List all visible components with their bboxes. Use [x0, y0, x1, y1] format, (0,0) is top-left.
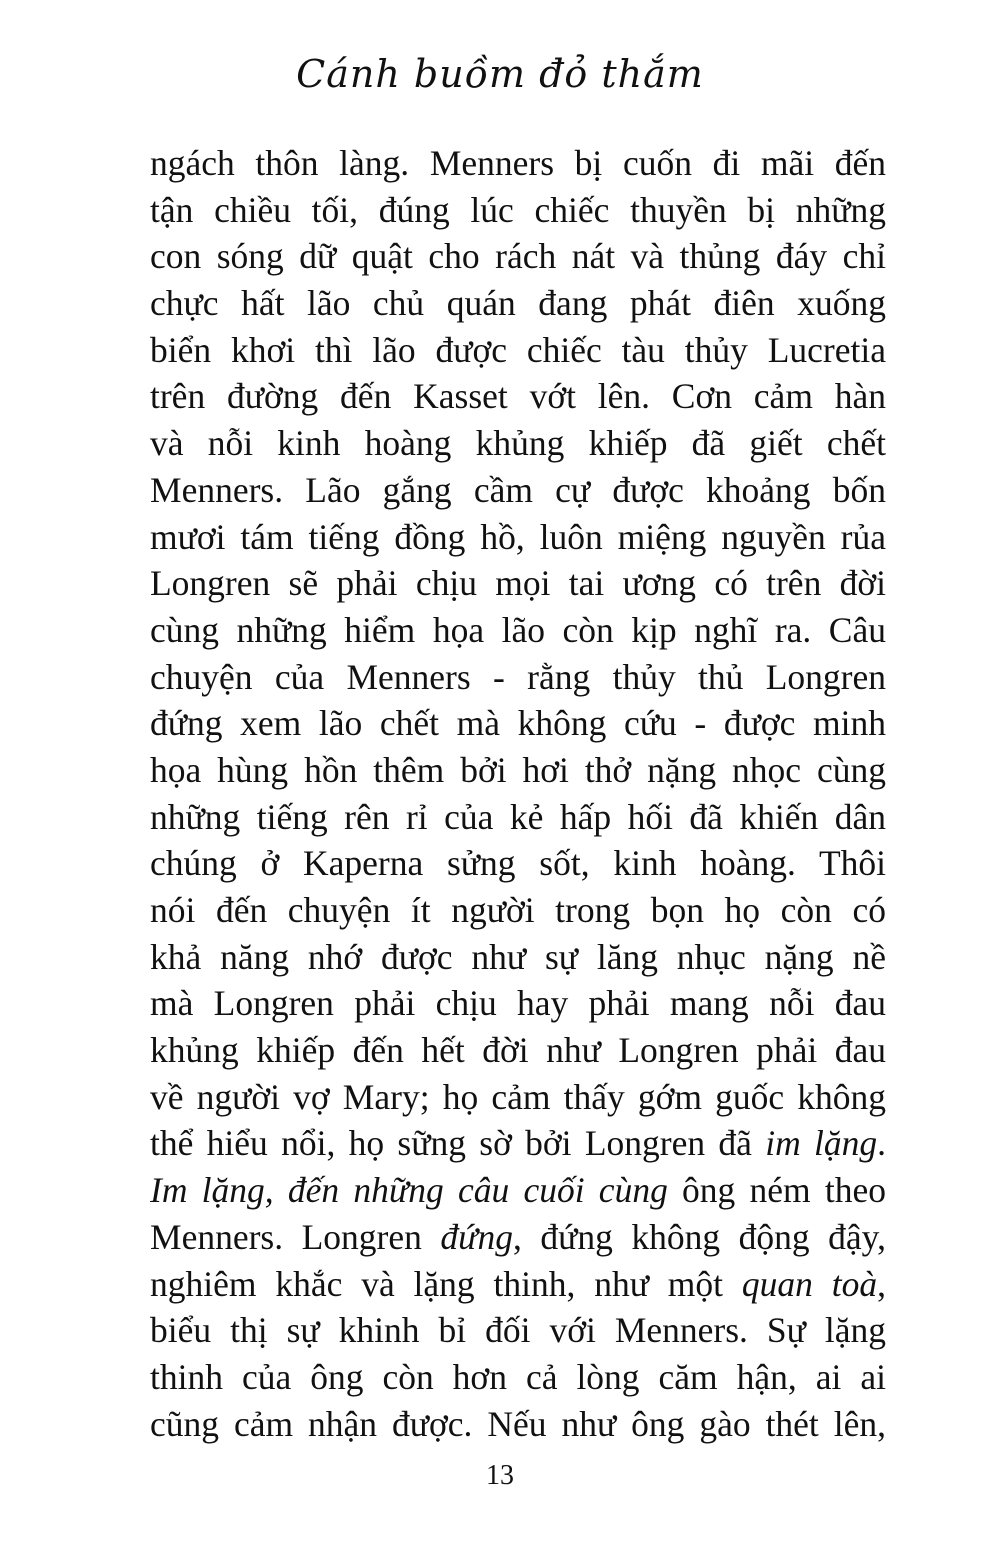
text-segment: trên đường đến Kasset vớt lên. Cơn cảm hàn	[150, 376, 886, 417]
text-line	[150, 980, 886, 1027]
text-line	[150, 233, 886, 280]
text-segment: nói đến chuyện ít người trong bọn họ còn có	[150, 890, 886, 930]
text-line	[150, 467, 886, 514]
text-line	[150, 700, 886, 747]
text-segment: thinh của ông còn hơn cả lòng căm hận, ai ai	[150, 1356, 886, 1397]
text-line	[150, 1027, 886, 1074]
text-line	[150, 747, 886, 794]
text-line	[150, 1120, 886, 1167]
body-text	[150, 140, 886, 1447]
text-line	[150, 840, 886, 887]
text-segment: thể hiểu nổi, họ sững sờ bởi Longren đã	[150, 1123, 766, 1164]
text-line	[150, 1074, 886, 1121]
text-segment: , đứng không động đậy,	[513, 1216, 886, 1257]
text-segment: ngách thôn làng. Menners bị cuốn đi mãi đến	[150, 143, 886, 183]
text-segment: và nỗi kinh hoàng khủng khiếp đã giết chết	[150, 423, 886, 464]
text-segment: tận chiều tối, đúng lúc chiếc thuyền bị những	[150, 189, 886, 230]
text-segment: cũng cảm nhận được. Nếu như ông gào thét lên,	[150, 1403, 886, 1444]
text-segment: nghiêm khắc và lặng thinh, như một	[150, 1263, 742, 1304]
text-line	[150, 280, 886, 327]
text-segment: những tiếng rên rỉ của kẻ hấp hối đã khiến dân	[150, 796, 886, 837]
text-segment: Menners. Lão gắng cầm cự được khoảng bốn	[150, 469, 886, 510]
text-segment: khả năng nhớ được như sự lăng nhục nặng nề	[150, 936, 886, 977]
text-segment: về người vợ Mary; họ cảm thấy gớm guốc không	[150, 1076, 886, 1117]
text-line	[150, 187, 886, 234]
text-segment: Menners. Longren	[150, 1216, 441, 1257]
text-line	[150, 934, 886, 981]
page-number: 13	[486, 1460, 514, 1491]
text-segment: khủng khiếp đến hết đời như Longren phải đau	[150, 1030, 886, 1071]
text-segment: Longren sẽ phải chịu mọi tai ương có trên đời	[150, 563, 886, 604]
text-line	[150, 794, 886, 841]
text-segment: đứng xem lão chết mà không cứu - được minh	[150, 703, 886, 744]
text-line	[150, 1261, 886, 1308]
text-line	[150, 140, 886, 187]
text-segment: ,	[877, 1263, 886, 1304]
italic-text: im lặng	[765, 1123, 878, 1164]
text-segment: chực hất lão chủ quán đang phát điên xuống	[150, 283, 886, 324]
text-segment: mươi tám tiếng đồng hồ, luôn miệng nguyền rủa	[150, 516, 886, 557]
text-segment: cùng những hiểm họa lão còn kịp nghĩ ra. Câu	[150, 609, 886, 650]
text-segment: chuyện của Menners - rằng thủy thủ Longren	[150, 656, 886, 697]
text-line	[150, 560, 886, 607]
text-line	[150, 420, 886, 467]
text-segment: con sóng dữ quật cho rách nát và thủng đáy chỉ	[150, 236, 886, 277]
text-line	[150, 514, 886, 561]
text-segment: chúng ở Kaperna sửng sốt, kinh hoàng. Thôi	[150, 843, 886, 884]
text-segment: mà Longren phải chịu hay phải mang nỗi đau	[150, 983, 886, 1024]
text-line	[150, 1354, 886, 1401]
text-segment: biển khơi thì lão được chiếc tàu thủy Lucretia	[150, 329, 886, 370]
italic-text: đứng	[440, 1216, 513, 1257]
text-line	[150, 1307, 886, 1354]
text-line	[150, 373, 886, 420]
italic-text: quan toà	[741, 1263, 878, 1304]
italic-text: Im lặng, đến những câu cuối cùng	[150, 1170, 668, 1211]
text-segment: .	[877, 1123, 886, 1164]
text-segment: họa hùng hồn thêm bởi hơi thở nặng nhọc cùng	[150, 749, 886, 790]
text-segment: biểu thị sự khinh bỉ đối với Menners. Sự lặng	[150, 1310, 886, 1351]
running-title: Cánh buồm đỏ thắm	[296, 52, 704, 96]
text-line	[150, 887, 886, 934]
text-line	[150, 327, 886, 374]
text-line	[150, 1401, 886, 1448]
text-line	[150, 607, 886, 654]
text-segment: ông ném theo	[667, 1170, 886, 1211]
text-line	[150, 1167, 886, 1214]
text-line	[150, 1214, 886, 1261]
text-line	[150, 654, 886, 701]
